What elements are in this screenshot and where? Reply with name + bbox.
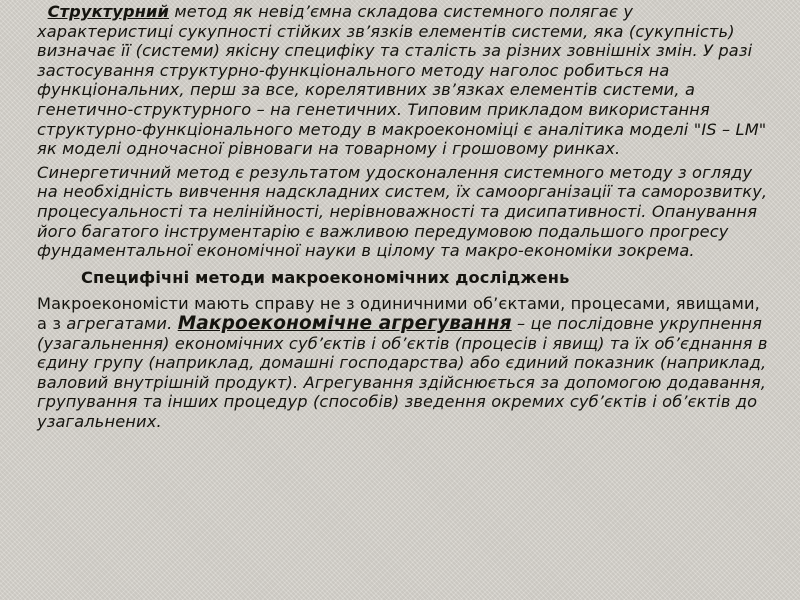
paragraph-structural-text: метод як невід’ємна складова системного полягає у характеристиці сукупності стійких зв’язків елементів системи, яка (сукупність) визначає її (системи) якісну специфіку та сталість за різних зовнішніх змін. У разі застосування структурно-функціонального методу наголос робиться на функціональних, перш за все, корелятивних зв’язках елементів системи, а генетично-структурного – на генетичних. Типовим прикладом використання структурно-функціонального методу в макроекономіці є аналітика моделі "IS – LM" як моделі одночасної рівноваги на товарному і грошовому ринках.: [37, 2, 767, 159]
section-heading: Специфічні методи макроекономічних досліджень: [81, 267, 570, 287]
term-macro-aggregation: Макроекономічне агрегування: [177, 312, 512, 334]
paragraph-synergetic-method: Синергетичний метод є результатом удосконалення системного методу з огляду на необхідність вивчення надскладних систем, їх самоорганізації та саморозвитку, процесуальності та нелінійності, нерівноважності та дисипативності. Опанування його багатого інструментарію є важливою передумовою подальшого прогресу фундаментальної економічної науки в цілому та макро-економіки зокрема.: [37, 162, 768, 261]
slide-text-body: [37, 2, 773, 431]
paragraph-macro-lead: Макроекономісти мають справу не з одиничними об’єктами, процесами, явищами, а з: [37, 294, 760, 333]
word-aggregates: агрегатами.: [66, 313, 173, 333]
paragraph-macro-aggregation: [37, 294, 773, 431]
paragraph-macro-text: – це послідовне укрупнення (узагальнення) економічних суб’єктів і об’єктів (процесів і явищ) та їх об’єднання в єдину групу (наприклад, домашні господарства) або єдиний показник (наприклад, валовий внутрішній продукт). Агрегування здійснюється за допомогою додавання, групування та інших процедур (способів) зведення окремих суб’єктів і об’єктів до узагальнених.: [37, 313, 768, 431]
paragraph-structural-method: [37, 2, 773, 159]
term-structural: Структурний: [47, 2, 170, 21]
paragraph-indent: [37, 2, 48, 21]
